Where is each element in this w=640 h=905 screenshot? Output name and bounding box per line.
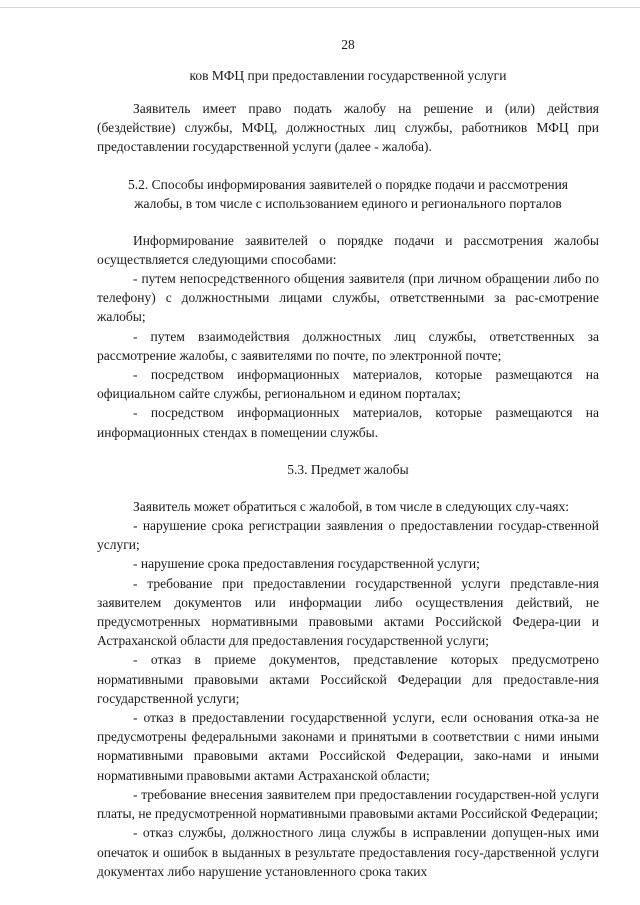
section-5-3-list-item: - нарушение срока предоставления государственной услуги; — [133, 556, 480, 572]
section-5-2-title-line2: жалобы, в том числе с использованием единого и регионального порталов — [134, 195, 562, 211]
section-5-3-list-item: - отказ в предоставлении государственной услуги, если основания отка-за не предусмотрены федеральными законами и принятыми в соответствии с ними иными нормативными правовыми актами Российской Федерации, зако-нами и иными нормативными правовыми актами Астраханской области; — [97, 710, 599, 783]
section-5-3-title: 5.3. Предмет жалобы — [287, 461, 409, 477]
intro-paragraph: Заявитель имеет право подать жалобу на решение и (или) действия (бездействие) службы, МФЦ, должностных лиц службы, работников МФЦ при предоставлении государственной услуги (далее - жалоба). — [97, 101, 599, 155]
section-5-3-list-item: - требование внесения заявителем при предоставлении государствен-ной услуги платы, не предусмотренной нормативными правовыми актами Российской Федерации; — [97, 786, 599, 822]
section-5-3-list-item: - отказ службы, должностного лица службы в исправлении допущен-ных ими опечаток и ошибок в выданных в результате предоставления госу-дарственной услуги документах либо нарушение установленного срока таких — [97, 825, 599, 879]
section-5-3-paragraph: Заявитель может обратиться с жалобой, в том числе в следующих слу-чаях: — [133, 498, 569, 514]
section-5-3-list-item: - отказ в приеме документов, представление которых предусмотрено нормативными правовыми актами Российской Федерации для предоставле-ния государственной услуги; — [97, 652, 599, 706]
heading-continuation: ков МФЦ при предоставлении государственной услуги — [189, 68, 507, 83]
section-5-2-list-item: - посредством информационных материалов, которые размещаются на официальном сайте службы, региональном и едином порталах; — [97, 367, 599, 402]
section-5-2-paragraph: Информирование заявителей о порядке подачи и рассмотрения жалобы осуществляется следующими способами: — [97, 232, 599, 267]
scan-edge-line — [0, 7, 640, 8]
page-number: 28 — [341, 37, 355, 52]
section-5-2-list-item: - путем взаимодействия должностных лиц службы, ответственных за рассмотрение жалобы, с заявителями по почте, по электронной почте; — [97, 328, 599, 363]
document-page — [97, 36, 599, 881]
section-5-2-list-item: - посредством информационных материалов, которые размещаются на информационных стендах в помещении службы. — [97, 405, 599, 440]
section-5-3-list-item: - нарушение срока регистрации заявления о предоставлении государ-ственной услуги; — [97, 518, 599, 553]
section-5-2-title-line1: 5.2. Способы информирования заявителей о порядке подачи и рассмотрения — [127, 176, 569, 192]
section-5-3-list-item: - требование при предоставлении государственной услуги представле-ния заявителем документов или информации либо осуществления действий, не предусмотренных нормативными правовыми актами Российской Федера-ции и Астраханской области для предоставления государственной услуги; — [97, 575, 599, 649]
section-5-2-list-item: - путем непосредственного общения заявителя (при личном обращении либо по телефону) с должностными лицами службы, ответственными за рас-смотрение жалобы; — [97, 271, 599, 325]
